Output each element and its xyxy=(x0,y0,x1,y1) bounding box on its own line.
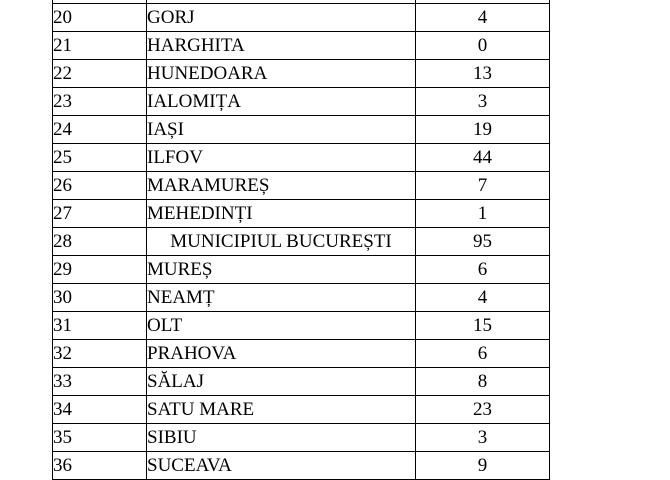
row-number: 33 xyxy=(53,368,147,396)
row-county-name: PRAHOVA xyxy=(147,340,416,368)
row-number: 34 xyxy=(53,396,147,424)
row-county-name: SUCEAVA xyxy=(147,452,416,480)
row-value: 9 xyxy=(416,452,550,480)
row-county-name: IAȘI xyxy=(147,116,416,144)
row-county-name: NEAMȚ xyxy=(147,284,416,312)
table-row xyxy=(53,284,550,312)
row-county-name: MEHEDINȚI xyxy=(147,200,416,228)
row-value: 1 xyxy=(416,200,550,228)
row-county-name: MUNICIPIUL BUCUREȘTI xyxy=(147,228,416,256)
row-value: 4 xyxy=(416,4,550,32)
row-number: 22 xyxy=(53,60,147,88)
row-value: 19 xyxy=(416,116,550,144)
row-number: 35 xyxy=(53,424,147,452)
table-row xyxy=(53,452,550,480)
row-county-name: MUREȘ xyxy=(147,256,416,284)
row-value: 4 xyxy=(416,284,550,312)
table-row xyxy=(53,4,550,32)
row-county-name: HUNEDOARA xyxy=(147,60,416,88)
table-row xyxy=(53,32,550,60)
row-number: 28 xyxy=(53,228,147,256)
row-number: 36 xyxy=(53,452,147,480)
row-value: 7 xyxy=(416,172,550,200)
row-county-name: ILFOV xyxy=(147,144,416,172)
table-body xyxy=(53,0,550,480)
table-row xyxy=(53,116,550,144)
row-county-name: IALOMIȚA xyxy=(147,88,416,116)
row-number: 26 xyxy=(53,172,147,200)
row-value: 0 xyxy=(416,32,550,60)
row-number: 27 xyxy=(53,200,147,228)
county-table xyxy=(52,0,550,480)
row-value: 6 xyxy=(416,340,550,368)
row-county-name: GORJ xyxy=(147,4,416,32)
table-row xyxy=(53,340,550,368)
table-row xyxy=(53,88,550,116)
row-value: 6 xyxy=(416,256,550,284)
table-row xyxy=(53,396,550,424)
row-value: 15 xyxy=(416,312,550,340)
row-county-name: OLT xyxy=(147,312,416,340)
row-value: 3 xyxy=(416,88,550,116)
row-number: 24 xyxy=(53,116,147,144)
row-number: 20 xyxy=(53,4,147,32)
row-number: 23 xyxy=(53,88,147,116)
row-value: 44 xyxy=(416,144,550,172)
table-row xyxy=(53,200,550,228)
row-value: 23 xyxy=(416,396,550,424)
row-county-name: SIBIU xyxy=(147,424,416,452)
table-row xyxy=(53,368,550,396)
row-value: 13 xyxy=(416,60,550,88)
row-county-name: HARGHITA xyxy=(147,32,416,60)
row-county-name: MARAMUREȘ xyxy=(147,172,416,200)
row-county-name: SĂLAJ xyxy=(147,368,416,396)
table-row xyxy=(53,228,550,256)
row-value: 8 xyxy=(416,368,550,396)
row-number: 32 xyxy=(53,340,147,368)
row-value: 95 xyxy=(416,228,550,256)
row-county-name: SATU MARE xyxy=(147,396,416,424)
row-number: 31 xyxy=(53,312,147,340)
row-number: 29 xyxy=(53,256,147,284)
table-row xyxy=(53,60,550,88)
row-number: 30 xyxy=(53,284,147,312)
row-value: 3 xyxy=(416,424,550,452)
row-number: 25 xyxy=(53,144,147,172)
row-number: 21 xyxy=(53,32,147,60)
table-row xyxy=(53,144,550,172)
table-row xyxy=(53,172,550,200)
table-row xyxy=(53,424,550,452)
table-row xyxy=(53,312,550,340)
table-row xyxy=(53,256,550,284)
